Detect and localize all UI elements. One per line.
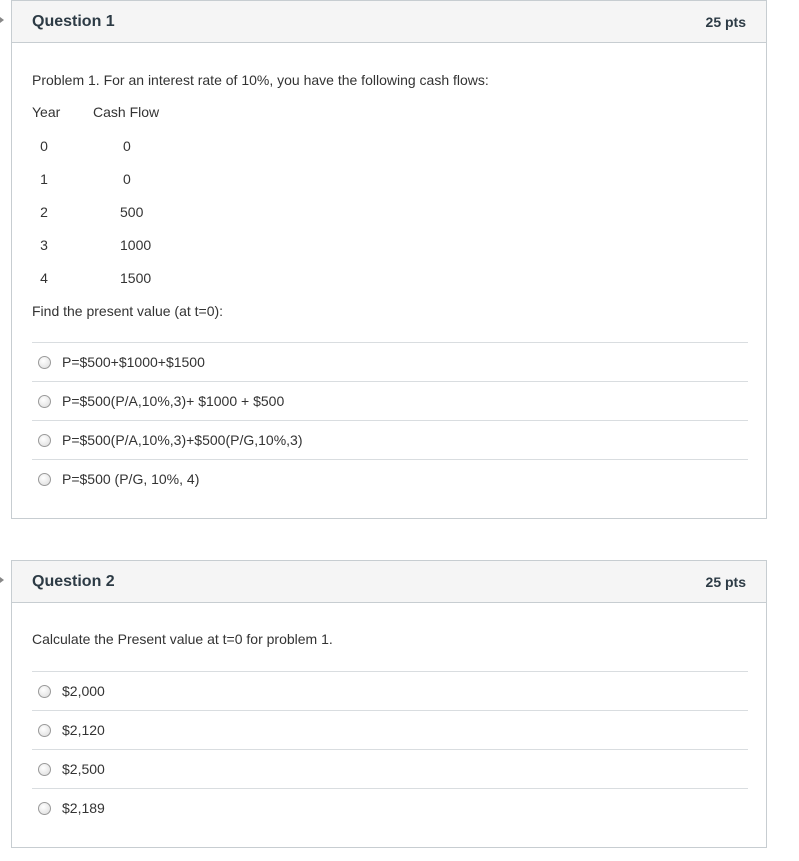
answer-label[interactable]: P=$500(P/A,10%,3)+$500(P/G,10%,3) xyxy=(62,432,303,448)
question-1-title: Question 1 xyxy=(32,12,115,30)
answer-label[interactable]: P=$500(P/A,10%,3)+ $1000 + $500 xyxy=(62,393,285,409)
radio-button[interactable] xyxy=(38,356,51,369)
cash-flow-cell: 1500 xyxy=(120,270,152,286)
radio-button[interactable] xyxy=(38,473,51,486)
cash-flow-cell: 1000 xyxy=(120,237,152,253)
question-1-instruction: Find the present value (at t=0): xyxy=(32,303,224,319)
answer-option[interactable] xyxy=(32,342,748,381)
question-1-prompt: Problem 1. For an interest rate of 10%, you have the following cash flows: xyxy=(32,72,489,88)
table-row xyxy=(32,138,232,158)
cash-flow-cell: 0 xyxy=(123,138,131,154)
radio-button[interactable] xyxy=(38,724,51,737)
answer-option[interactable] xyxy=(32,459,748,498)
answer-option[interactable] xyxy=(32,710,748,749)
question-2-title: Question 2 xyxy=(32,572,115,590)
question-2-points: 25 pts xyxy=(705,573,746,590)
question-2-flag-icon[interactable] xyxy=(0,577,4,583)
cash-flow-column-header: Cash Flow xyxy=(93,104,160,120)
cash-flow-cell: 0 xyxy=(123,171,131,187)
year-cell: 4 xyxy=(40,270,48,286)
radio-button[interactable] xyxy=(38,685,51,698)
answer-option[interactable] xyxy=(32,671,748,710)
answer-label[interactable]: $2,500 xyxy=(62,761,105,777)
cash-flow-header-row xyxy=(32,104,232,124)
radio-button[interactable] xyxy=(38,395,51,408)
year-cell: 3 xyxy=(40,237,48,253)
answer-option[interactable] xyxy=(32,788,748,827)
answer-option[interactable] xyxy=(32,749,748,788)
answer-label[interactable]: P=$500+$1000+$1500 xyxy=(62,354,205,370)
cash-flow-cell: 500 xyxy=(120,204,144,220)
radio-button[interactable] xyxy=(38,434,51,447)
table-row xyxy=(32,204,232,224)
answer-option[interactable] xyxy=(32,381,748,420)
question-1-flag-icon[interactable] xyxy=(0,17,4,23)
question-1-points: 25 pts xyxy=(705,13,746,30)
answer-label[interactable]: $2,120 xyxy=(62,722,105,738)
answer-option[interactable] xyxy=(32,420,748,459)
answer-label[interactable]: $2,189 xyxy=(62,800,105,816)
question-2-header xyxy=(12,561,766,603)
question-1-header xyxy=(12,1,766,43)
radio-button[interactable] xyxy=(38,763,51,776)
radio-button[interactable] xyxy=(38,802,51,815)
question-1-card xyxy=(11,0,767,519)
year-cell: 2 xyxy=(40,204,48,220)
table-row xyxy=(32,171,232,191)
question-2-card xyxy=(11,560,767,848)
year-cell: 0 xyxy=(40,138,48,154)
year-cell: 1 xyxy=(40,171,48,187)
answer-label[interactable]: $2,000 xyxy=(62,683,105,699)
year-column-header: Year xyxy=(32,104,61,120)
answer-label[interactable]: P=$500 (P/G, 10%, 4) xyxy=(62,471,200,487)
question-2-prompt: Calculate the Present value at t=0 for problem 1. xyxy=(32,631,333,647)
table-row xyxy=(32,237,232,257)
table-row xyxy=(32,270,232,290)
